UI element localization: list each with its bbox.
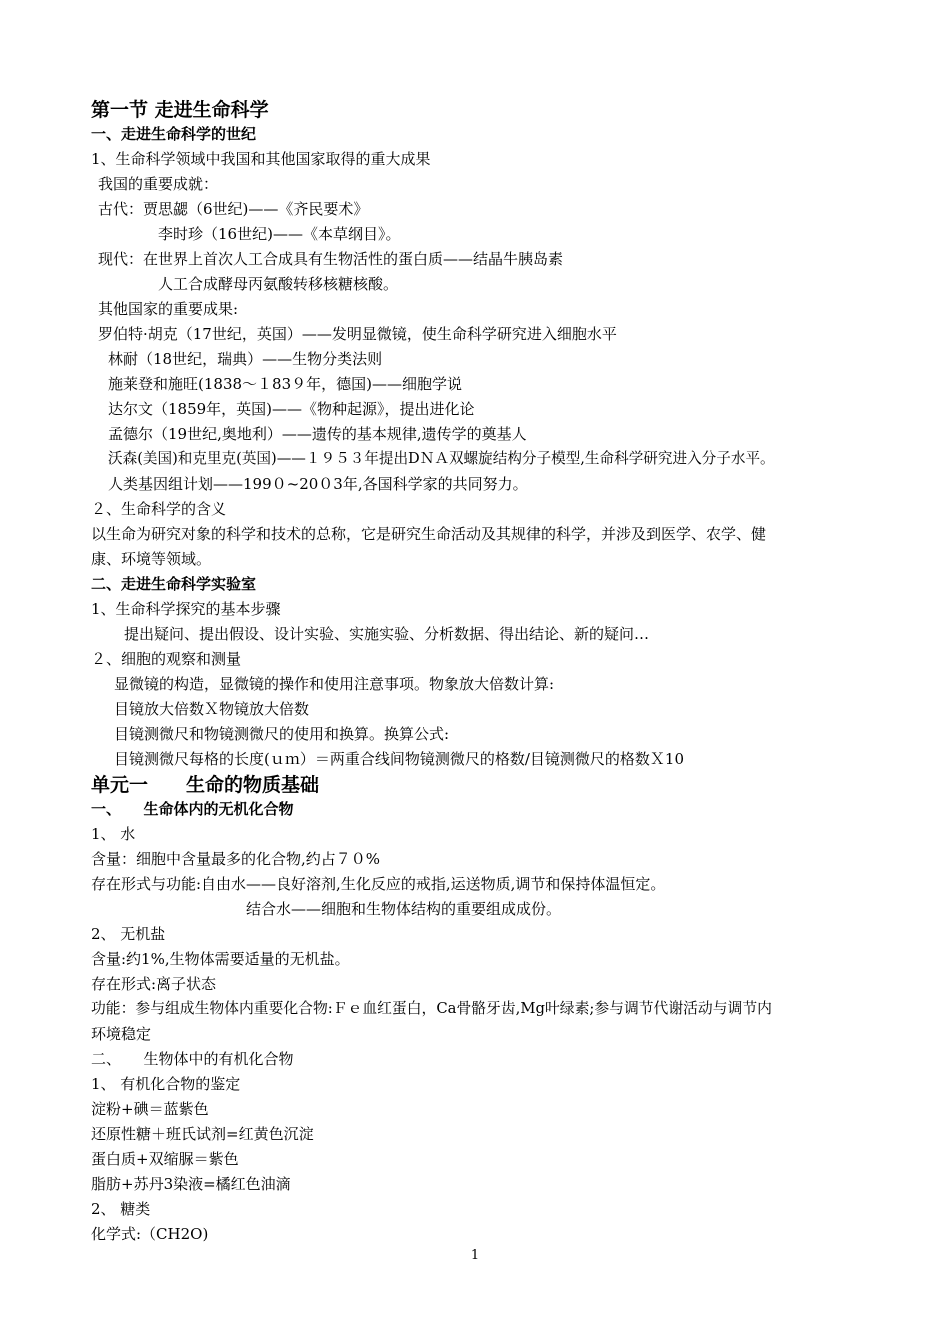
subheading: 2、 无机盐 [91, 925, 166, 943]
paragraph: 沃森(美国)和克里克(英国)——１９５３年提出DＮＡ双螺旋结构分子模型,生命科学研究进入分子水平。 [108, 450, 775, 467]
paragraph: 古代：贾思勰（6世纪)——《齐民要术》 [98, 200, 369, 218]
paragraph: 还原性糖＋班氏试剂=红黄色沉淀 [91, 1125, 314, 1143]
paragraph: 目镜测微尺和物镜测微尺的使用和换算。换算公式: [114, 725, 450, 743]
paragraph: 目镜放大倍数Ｘ物镜放大倍数 [114, 700, 310, 718]
paragraph: 达尔文（1859年，英国)——《物种起源》，提出进化论 [108, 400, 475, 418]
paragraph: 淀粉+碘＝蓝紫色 [91, 1100, 209, 1118]
subheading: 1、生命科学探究的基本步骤 [91, 600, 281, 618]
paragraph: 康、环境等领域。 [91, 550, 212, 568]
subheading: ２、生命科学的含义 [91, 500, 227, 518]
paragraph: 蛋白质+双缩脲＝紫色 [91, 1150, 239, 1168]
paragraph: 存在形式与功能:自由水——良好溶剂,生化反应的戒指,运送物质,调节和保持体温恒定。 [91, 875, 666, 893]
paragraph: 显微镜的构造，显微镜的操作和使用注意事项。物象放大倍数计算: [114, 675, 555, 693]
unit-title: 单元一 生命的物质基础 [91, 774, 320, 796]
paragraph: 其他国家的重要成果: [98, 300, 239, 318]
paragraph: 人类基因组计划——199０~20０3年,各国科学家的共同努力。 [108, 475, 528, 493]
paragraph: 孟德尔（19世纪,奥地利）——遗传的基本规律,遗传学的奠基人 [108, 425, 527, 443]
paragraph: 结合水——细胞和生物体结构的重要组成成份。 [246, 900, 562, 918]
heading-2: 二、 生物体中的有机化合物 [91, 1050, 294, 1068]
paragraph: 存在形式:离子状态 [91, 975, 217, 993]
paragraph: 功能：参与组成生物体内重要化合物:Ｆｅ血红蛋白，Ca骨骼牙齿,Mg叶绿素;参与调节代谢活动与调节内 [91, 1000, 772, 1017]
paragraph: 含量：细胞中含量最多的化合物,约占７０% [91, 850, 381, 868]
subheading: 1、 水 [91, 825, 136, 843]
heading-1: 一、 生命体内的无机化合物 [91, 800, 294, 818]
paragraph: 含量:约1%,生物体需要适量的无机盐。 [91, 950, 350, 968]
paragraph: 化学式:（CH2O) [91, 1225, 209, 1243]
heading-1: 一、走进生命科学的世纪 [91, 125, 257, 143]
paragraph: 提出疑问、提出假设、设计实验、实施实验、分析数据、得出结论、新的疑问… [124, 625, 650, 643]
paragraph: 我国的重要成就： [98, 175, 219, 193]
subheading: 2、 糖类 [91, 1200, 151, 1218]
page-number: 1 [470, 1248, 480, 1263]
paragraph: 罗伯特·胡克（17世纪，英国）——发明显微镜，使生命科学研究进入细胞水平 [98, 325, 617, 343]
paragraph: 李时珍（16世纪)——《本草纲目》。 [158, 225, 401, 243]
subheading: ２、细胞的观察和测量 [91, 650, 242, 668]
paragraph: 目镜测微尺每格的长度(ｕｍ）＝两重合线间物镜测微尺的格数/目镜测微尺的格数Ｘ10 [114, 750, 684, 768]
paragraph: 人工合成酵母丙氨酸转移核糖核酸。 [158, 275, 399, 293]
paragraph: 施莱登和施旺(1838～１83９年，德国)——细胞学说 [108, 375, 462, 393]
paragraph: 现代：在世界上首次人工合成具有生物活性的蛋白质——结晶牛胰岛素 [98, 250, 564, 268]
paragraph: 脂肪+苏丹3染液=橘红色油滴 [91, 1175, 291, 1193]
subheading: 1、生命科学领域中我国和其他国家取得的重大成果 [91, 150, 431, 168]
heading-2: 二、走进生命科学实验室 [91, 575, 257, 593]
subheading: 1、 有机化合物的鉴定 [91, 1075, 241, 1093]
section-title: 第一节 走进生命科学 [91, 99, 269, 121]
paragraph: 环境稳定 [91, 1025, 152, 1043]
paragraph: 林耐（18世纪，瑞典）——生物分类法则 [108, 350, 383, 368]
paragraph: 以生命为研究对象的科学和技术的总称，它是研究生命活动及其规律的科学，并涉及到医学、农学、健 [91, 525, 767, 543]
